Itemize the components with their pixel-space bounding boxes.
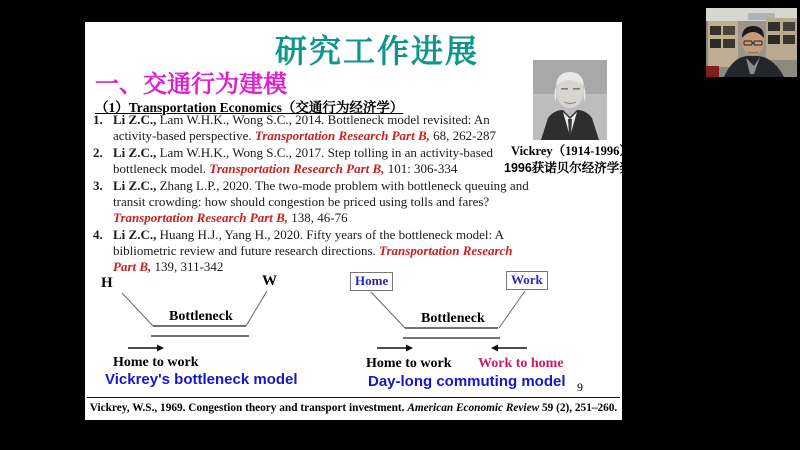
reference-number: 4.: [93, 227, 103, 242]
daylong-model-caption: Day-long commuting model: [368, 373, 566, 390]
journal-name: Transportation Research Part B,: [113, 243, 513, 274]
journal-name: Transportation Research Part B,: [254, 128, 430, 143]
footer-divider: [87, 397, 620, 398]
reference-number: 1.: [93, 112, 103, 127]
reference-text: Li Z.C., Lam W.H.K., Wong S.C., 2017. Step tolling in an activity-based bottleneck model. Transportation Research Part B, 101: 306-334: [113, 145, 494, 176]
home-node-box: Home: [350, 272, 393, 291]
home-to-work-label-right: Home to work: [366, 356, 452, 371]
home-to-work-label-left: Home to work: [113, 355, 199, 370]
node-w-label: W: [262, 273, 277, 289]
vickrey-model-caption: Vickrey's bottleneck model: [105, 371, 298, 388]
bottleneck-label-right: Bottleneck: [421, 311, 485, 326]
journal-name: Transportation Research Part B,: [209, 161, 385, 176]
reference-text: Li Z.C., Huang H.J., Yang H., 2020. Fifty years of the bottleneck model: A bibliometric review and future research directions. Transportation Research Part B, 139, 311-342: [113, 227, 513, 274]
footer-journal-name: American Economic Review: [407, 402, 540, 414]
reference-number: 3.: [93, 178, 103, 193]
work-to-home-label: Work to home: [478, 356, 564, 371]
reference-number: 2.: [93, 145, 103, 160]
reference-text: Li Z.C., Lam W.H.K., Wong S.C., 2014. Bottleneck model revisited: An activity-based perspective. Transportation Research Part B, 68, 262-287: [113, 112, 496, 143]
page-number: 9: [577, 380, 583, 394]
footer-citation: Vickrey, W.S., 1969. Congestion theory and transport investment. American Economic Review 59 (2), 251–260.: [89, 402, 618, 414]
portrait-caption-name: Vickrey（1914-1996）: [511, 144, 632, 158]
subsection-heading: （1）Transportation Economics（交通行为经济学）: [95, 100, 404, 115]
work-node-box: Work: [506, 271, 548, 290]
node-h-label: H: [101, 275, 113, 291]
journal-name: Transportation Research Part B,: [113, 210, 289, 225]
presentation-slide: [85, 22, 632, 420]
reference-text: Li Z.C., Zhang L.P., 2020. The two-mode problem with bottleneck queuing and transit crowding: how should congestion be priced using tolls and fares? Transportation Research Part B, 138, 46-76: [113, 178, 529, 225]
bottleneck-label-left: Bottleneck: [169, 309, 233, 324]
portrait-caption-award: 1996获诺贝尔经济学奖: [504, 161, 632, 175]
slide-title: 研究工作进展: [275, 33, 480, 69]
presenter-video-tile[interactable]: [706, 8, 797, 77]
section-heading: 一、交通行为建模: [95, 71, 287, 98]
